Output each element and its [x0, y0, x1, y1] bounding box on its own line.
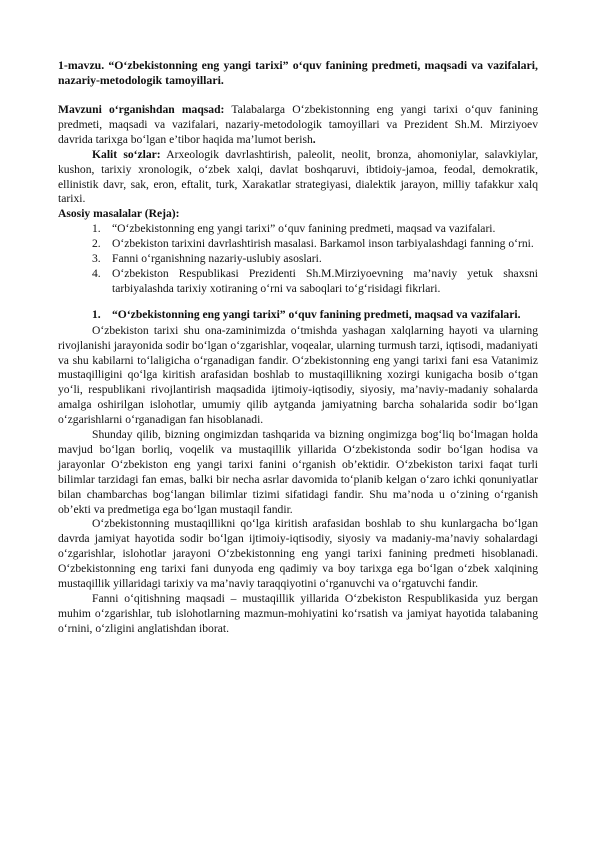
section-heading-text: “O‘zbekistonning eng yangi tarixi” o‘quv fanining predmeti, maqsad va vazifalari.: [112, 307, 521, 321]
plan-item: [92, 252, 538, 267]
section-number: 1.: [92, 307, 101, 321]
plan-item-text: “O‘zbekistonning eng yangi tarixi” o‘quv fanining predmeti, maqsad va vazifalari.: [112, 222, 496, 236]
goal-end: .: [312, 132, 316, 146]
plan-heading: Asosiy masalalar (Reja):: [58, 207, 180, 221]
plan-item-number: 3.: [92, 252, 101, 266]
keywords-paragraph: [58, 148, 538, 208]
section-heading: [58, 308, 538, 323]
keywords-text: Arxeologik davrlashtirish, paleolit, neolit, bronza, ahomoniylar, salavkiylar, kushon, tarixiy xronologik, o‘zbek xalqi, davlat boshqaruvi, ibtidoiy-jamoa, feodal, demokratik, ellinistik davr, sak, eron, eftalit, turk, Xarakatlar strategiyasi, dialektik jarayon, milliy tafakkur xalq tarixi.: [58, 147, 539, 206]
plan-item-text: O‘zbekiston Respublikasi Prezidenti Sh.M.Mirziyoevning ma’naviy yetuk shaxsni tarbiyalashda tarixiy xotiraning o‘rni va saboqlari to‘g‘risidagi fikrlari.: [112, 266, 538, 295]
plan-item-number: 1.: [92, 222, 101, 236]
plan-item-number: 2.: [92, 237, 101, 251]
plan-item: [92, 222, 538, 237]
plan-item-text: O‘zbekiston tarixini davrlashtirish masalasi. Barkamol inson tarbiyalashdagi fanning o‘rni.: [112, 237, 534, 251]
plan-item: [92, 237, 538, 252]
plan-list: [58, 222, 538, 297]
plan-item-text: Fanni o‘rganishning nazariy-uslubiy asoslari.: [112, 252, 322, 266]
body-paragraph: O‘zbekiston tarixi shu ona-zaminimizda o‘tmishda yashagan xalqlarning hayoti va ularning rivojlanishi jarayonida sodir bo‘lgan o‘zgarishlar, voqealar, ularning turmush tarzi, iqtisodi, madaniyati va shu kabilarni to‘laligicha o‘rganadigan fandir. O‘zbekistonning eng yangi tarixi fani esa Vatanimiz mustaqilligini qo‘lga kiritish arafasidan boshlab to mustaqillikning xozirgi kunigacha bosib o‘tgan yo‘li, respublikani rivojlantirish maqsadida ijtimoiy-iqtisodiy, siyosiy, ma’naviy-madaniy sohalarda amalga oshirilgan islohotlar, umumiy qilib aytganda jamiyatning barcha sohalarida sodir bo‘lgan o‘zgarishlarni o‘rganadigan fan hisoblanadi.: [58, 323, 538, 427]
body-paragraph: Shunday qilib, bizning ongimizdan tashqarida va bizning ongimizga bog‘liq bo‘lmagan holda mavjud bo‘lgan borliq, voqelik va mustaqillik yillarida O‘zbekistonda sodir bo‘lgan hodisa va jarayonlar O‘zbekiston eng yangi tarixi fanini o‘rganish ob’ektidir. O‘zbekiston tarixi faqat turli bilimlar tarzidagi fan emas, balki bir necha asrlar davomida to‘planib kelgan o‘zaro ichki qonuniyatlar bilan chambarchas bog‘langan bilimlar tizimi sifatidagi fandir. Shu ma’noda u o‘zining o‘rganish ob’ekti va predmetiga ega bo‘lgan mustaqil fandir.: [58, 428, 538, 516]
body-paragraph: Fanni o‘qitishning maqsadi – mustaqillik yillarida O‘zbekiston Respublikasida yuz bergan muhim o‘zgarishlar, tub islohotlarning mazmun-mohiyatini ko‘rsatish va jamiyat hayotida talabaning o‘rnini, o‘zligini anglatishdan iborat.: [58, 592, 538, 635]
keywords-label: Kalit so‘zlar:: [92, 147, 161, 161]
goal-text: Talabalarga O‘zbekistonning eng yangi tarixi o‘quv fanining predmeti, maqsadi va vazifalari, nazariy-metodologik tamoyillari va Prezident Sh.M. Mirziyoev davrida tarixga bo‘lgan e’tibor haqida ma’lumot berish: [58, 103, 538, 146]
plan-item: [92, 267, 538, 297]
goal-paragraph: [58, 103, 538, 148]
goal-label: Mavzuni o‘rganishdan maqsad:: [58, 103, 225, 116]
plan-item-number: 4.: [92, 266, 101, 280]
body-paragraph: O‘zbekistonning mustaqillikni qo‘lga kiritish arafasidan boshlab to shu kunlargacha bo‘lgan davrda jamiyat hayotida sodir bo‘lgan ijtimoiy-iqtisodiy, siyosiy va madaniy-ma’naviy sohalardagi o‘zgarishlar, islohotlar jarayoni O‘zbekistonning eng yangi tarixi fanining predmeti hisoblanadi. O‘zbekistonning eng tarixi fani dunyoda eng qadimiy va boy tarixga ega bo‘lgan o‘zbek xalqining mustaqillik yillaridagi tarixiy va ma’naviy taraqqiyotini o‘rganuvchi va o‘rgatuvchi fandir.: [58, 517, 538, 591]
page-title: 1-mavzu. “O‘zbekistonning eng yangi tarixi” o‘quv fanining predmeti, maqsadi va vazifalari, nazariy-metodologik tamoyillari.: [58, 58, 538, 87]
